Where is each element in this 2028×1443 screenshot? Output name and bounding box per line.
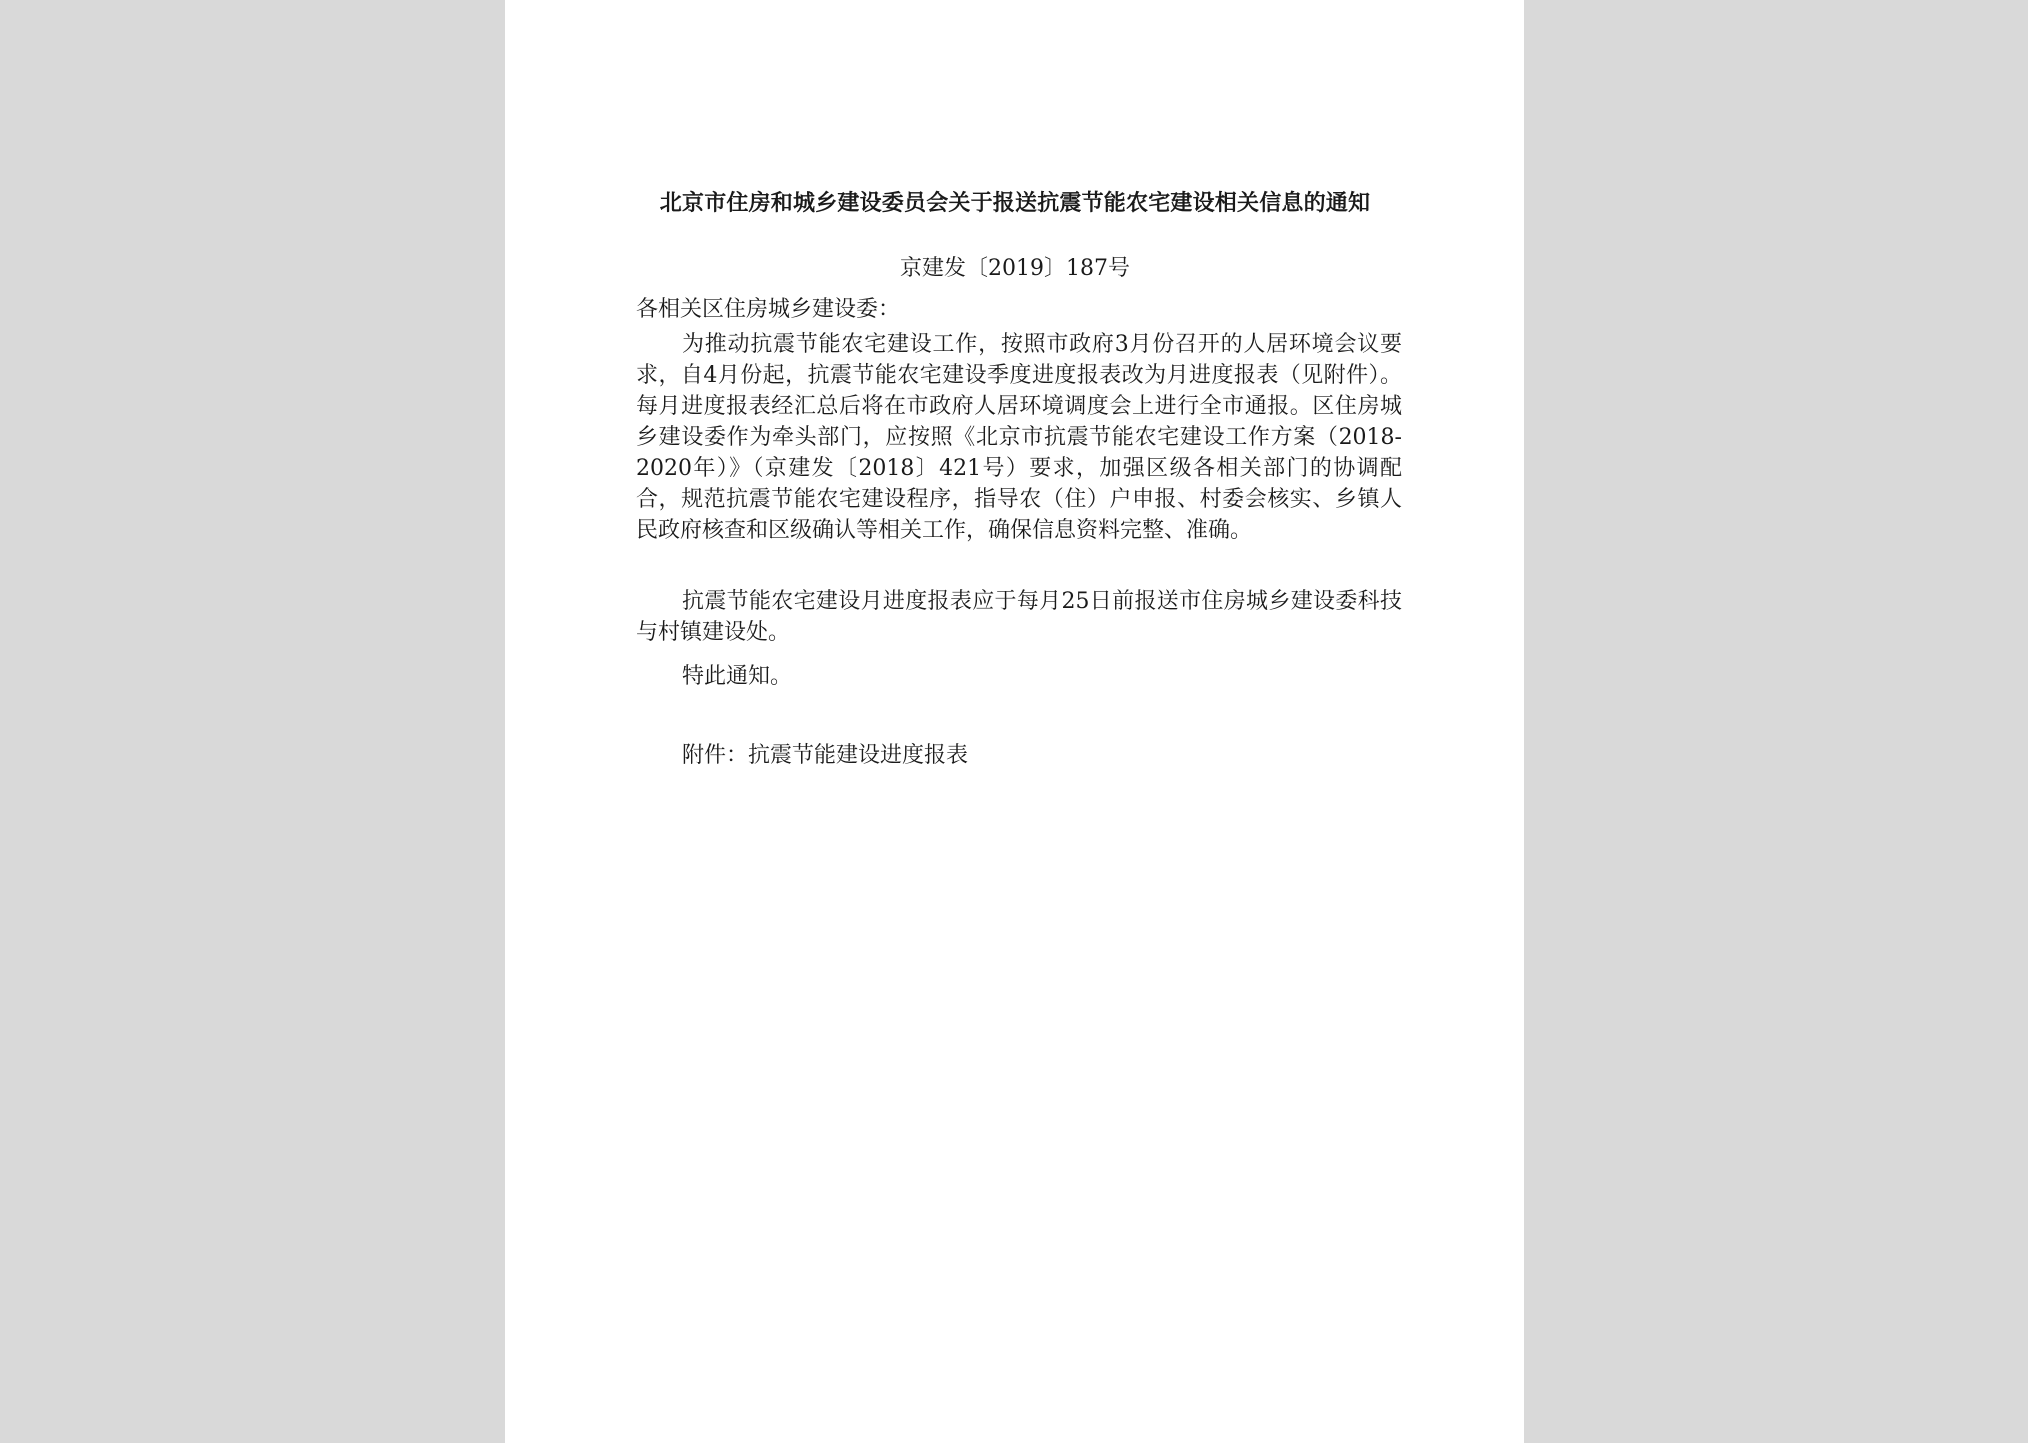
body-paragraph-1: 为推动抗震节能农宅建设工作，按照市政府3月份召开的人居环境会议要求，自4月份起，抗震节能农宅建设季度进度报表改为月进度报表（见附件）。每月进度报表经汇总后将在市政府人居环境调度会上进行全市通报。区住房城乡建设委作为牵头部门，应按照《北京市抗震节能农宅建设工作方案（2018-2020年）》（京建发〔2018〕421号）要求，加强区级各相关部门的协调配合，规范抗震节能农宅建设程序，指导农（住）户申报、村委会核实、乡镇人民政府核查和区级确认等相关工作，确保信息资料完整、准确。: [636, 332, 1402, 543]
body-paragraph-2: 抗震节能农宅建设月进度报表应于每月25日前报送市住房城乡建设委科技与村镇建设处。: [636, 589, 1402, 645]
document-number: 京建发〔2019〕187号: [900, 256, 1130, 281]
attachment-line: 附件：抗震节能建设进度报表: [682, 743, 969, 768]
document-page: [505, 0, 1524, 1443]
document-title: 北京市住房和城乡建设委员会关于报送抗震节能农宅建设相关信息的通知: [659, 190, 1371, 216]
salutation: 各相关区住房城乡建设委：: [636, 297, 901, 322]
closing-line: 特此通知。: [682, 664, 793, 689]
